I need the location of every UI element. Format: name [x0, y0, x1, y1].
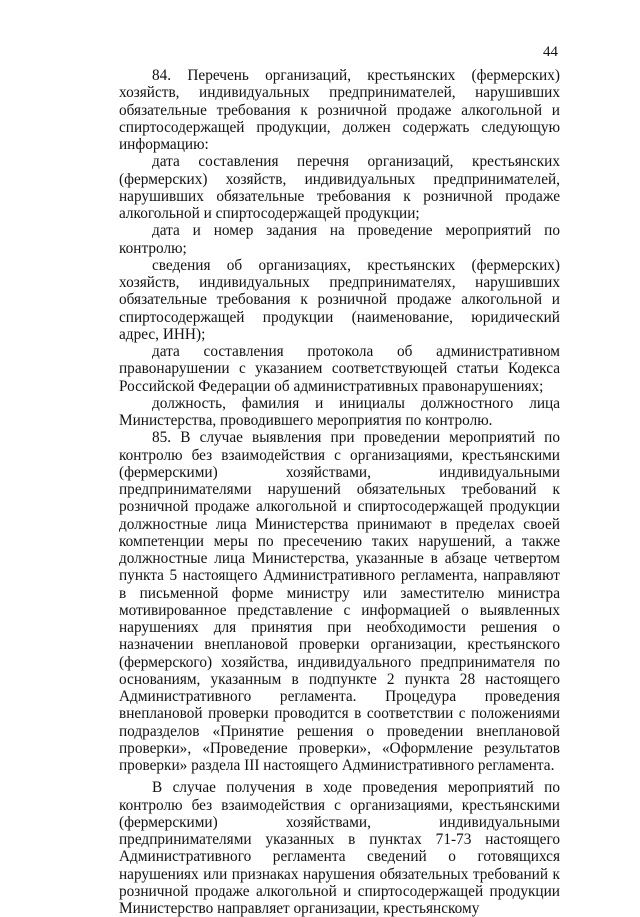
page-number: 44	[543, 44, 558, 60]
paragraph-list-protocol-date: дата составления протокола об административном правонарушении с указанием соответствующей статьи Кодекса Российской Федерации об административных правонарушениях;	[119, 343, 560, 395]
paragraph-list-official: должность, фамилия и инициалы должностного лица Министерства, проводившего мероприятия по контролю.	[119, 394, 560, 429]
paragraph-continuation: В случае получения в ходе проведения мероприятий по контролю без взаимодействия с организациями, крестьянскими (фермерскими) хозяйствами, индивидуальными предпринимателями указанных в пунктах 71-73 настоящего Административного регламента сведений о готовящихся нарушениях или признаках нарушения обязательных требований к розничной продаже алкогольной и спиртосодержащей продукции Министерство направляет организации, крестьянскому	[119, 779, 560, 917]
paragraph-list-task-number: дата и номер задания на проведение мероприятий по контролю;	[119, 222, 560, 257]
paragraph-list-date-of-list: дата составления перечня организаций, крестьянских (фермерских) хозяйств, индивидуальных предпринимателей, нарушивших обязательные требования к розничной продаже алкогольной и спиртосодержащей продукции;	[119, 153, 560, 222]
document-body	[119, 67, 560, 917]
paragraph-item-85: 85. В случае выявления при проведении мероприятий по контролю без взаимодействия с организациями, крестьянскими (фермерскими) хозяйствами, индивидуальными предпринимателями нарушений обязательных требований к розничной продаже алкогольной и спиртосодержащей продукции должностные лица Министерства принимают в пределах своей компетенции меры по пресечению таких нарушений, а также должностные лица Министерства, указанные в абзаце четвертом пункта 5 настоящего Административного регламента, направляют в письменной форме министру или заместителю министра мотивированное представление с информацией о выявленных нарушениях для принятия при необходимости решения о назначении внеплановой проверки организации, крестьянского (фермерского) хозяйства, индивидуального предпринимателя по основаниям, указанным в подпункте 2 пункта 28 настоящего Административного регламента. Процедура проведения внеплановой проверки проводится в соответствии с положениями подразделов «Принятие решения о проведении внеплановой проверки», «Проведение проверки», «Оформление результатов проверки» раздела III настоящего Административного регламента.	[119, 429, 560, 774]
paragraph-item-84: 84. Перечень организаций, крестьянских (фермерских) хозяйств, индивидуальных предпринимателей, нарушивших обязательные требования к розничной продаже алкогольной и спиртосодержащей продукции, должен содержать следующую информацию:	[119, 67, 560, 153]
paragraph-list-organization-info: сведения об организациях, крестьянских (фермерских) хозяйств, индивидуальных предпринимателях, нарушивших обязательные требования к розничной продаже алкогольной и спиртосодержащей продукции (наименование, юридический адрес, ИНН);	[119, 256, 560, 343]
